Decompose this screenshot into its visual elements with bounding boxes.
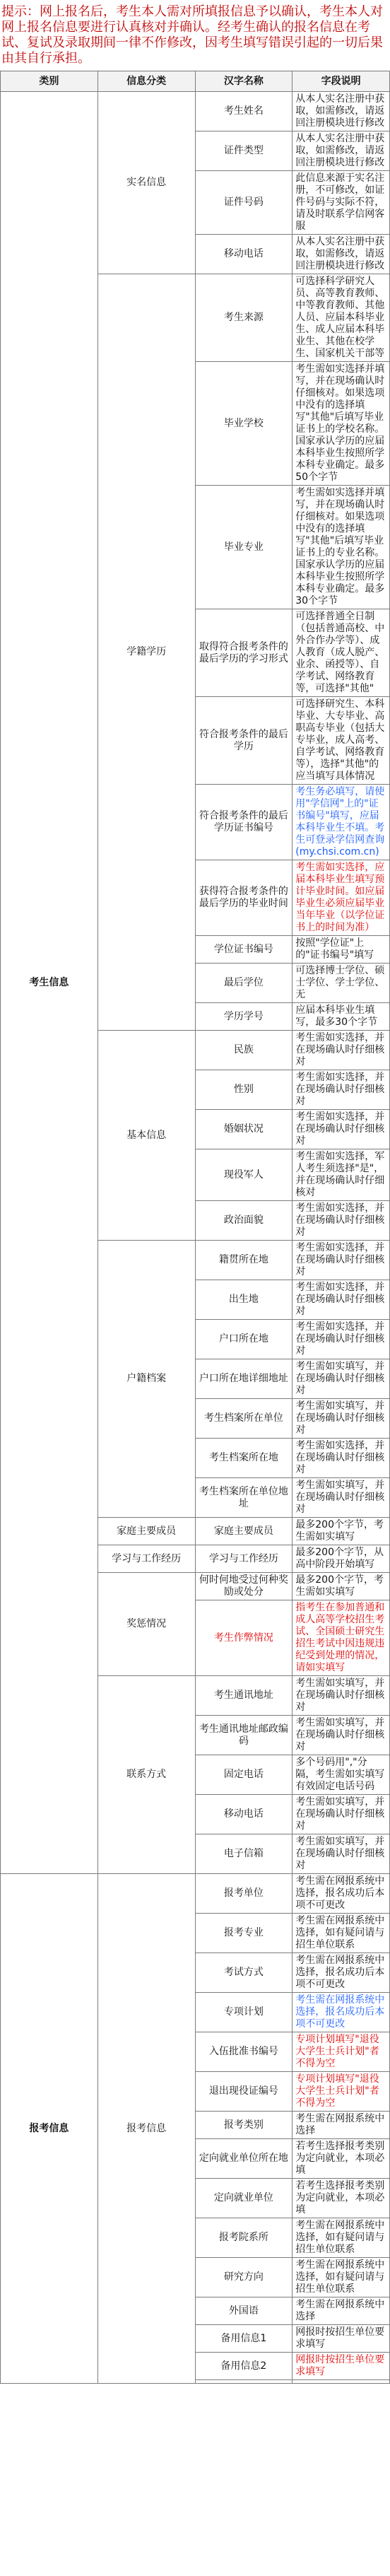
category-application-info: 报考信息 [1,1874,98,2384]
field-name: 考生作弊情况 [195,1600,292,1676]
subcategory-contact: 联系方式 [98,1676,195,1874]
field-desc: 考生需如实填写，并在现场确认时仔细核对 [292,1795,390,1834]
field-desc: 考生需如实选择，并在现场确认时仔细核对 [292,1439,390,1478]
field-desc: 考生需如实选择，应届本科毕业生填写预计毕业时间。如应届毕业生必须应届毕业当年毕业（以学位证书上的时间为准） [292,860,390,936]
field-desc: 最多200个字节，考生需如实填写 [292,1573,390,1600]
field-name [195,2380,292,2384]
field-desc: 此信息来源于实名注册，不可修改，如证件号码与实际不符，请及时联系学信网客服 [292,171,390,235]
field-desc: 考生需如实选择，并在现场确认时仔细核对 [292,1201,390,1241]
subcategory-household-archive: 户籍档案 [98,1241,195,1518]
field-name: 婚姻状况 [195,1110,292,1149]
table-header-row [1,71,390,92]
field-table [0,71,390,2384]
field-name: 毕业专业 [195,486,292,609]
field-desc: 考生需在网报系统中选择，如有疑问请与招生单位联系 [292,2218,390,2258]
field-desc: 指考生在参加普通和成人高等学校招生考试、全国硕士研究生招生考试中因违规违纪受到处理的情况，请如实填写 [292,1600,390,1676]
field-desc: 考生需如实选择，军人考生须选择"是"，并在现场确认时仔细核对 [292,1149,390,1201]
field-name: 定向就业单位所在地 [195,2139,292,2179]
field-desc: 从本人实名注册中获取，如需修改，请返回注册模块进行修改 [292,235,390,274]
field-desc: 考生需如实填写，并在现场确认时仔细核对 [292,1359,390,1399]
table-row [1,1874,390,1914]
subcategory-family: 家庭主要成员 [98,1518,195,1545]
field-name: 考生通讯地址邮政编码 [195,1716,292,1755]
header-field: 汉字名称 [195,71,292,92]
field-name: 户口所在地详细地址 [195,1359,292,1399]
field-name: 符合报考条件的最后学历证书编号 [195,785,292,860]
field-desc: 可选择普通全日制（包括普通高校、中外合作办学等）、成人教育（成人脱产、业余、函授等）、自学考试、网络教育等，可选择"其他" [292,609,390,697]
field-desc: 最多200个字节，从高中阶段开始填写 [292,1545,390,1573]
field-name: 符合报考条件的最后学历 [195,697,292,785]
field-name: 报考专业 [195,1914,292,1953]
header-category: 类别 [1,71,98,92]
field-name: 籍贯所在地 [195,1241,292,1280]
subcategory-academic-record: 学籍学历 [98,274,195,1031]
field-name: 考试方式 [195,1953,292,1993]
field-desc: 若考生选择报考类别为定向就业，本项必填 [292,2179,390,2218]
field-desc: 考生需如实填写，并在现场确认时仔细核对 [292,1399,390,1439]
field-desc: 考生务必填写，请使用"学信网"上的"证书编号"填写，应届本科毕业生不填。考生可登录学信网查询 (my.chsi.com.cn) [292,785,390,860]
field-desc: 若考生选择报考类别为定向就业，本项必填 [292,2139,390,2179]
field-desc [292,2380,390,2384]
field-desc: 专项计划填写"退役大学生士兵计划"者不得为空 [292,2072,390,2112]
field-name: 定向就业单位 [195,2179,292,2218]
field-desc: 考生需如实填写，并在现场确认时仔细核对 [292,1834,390,1874]
field-desc: 考生需在网报系统中选择，如有疑问请与招生单位联系 [292,1914,390,1953]
field-name: 电子信箱 [195,1834,292,1874]
field-desc: 从本人实名注册中获取，如需修改，请返回注册模块进行修改 [292,131,390,171]
field-name: 移动电话 [195,1795,292,1834]
field-desc: 考生需如实填写，并在现场确认时仔细核对 [292,1676,390,1716]
field-name: 考生通讯地址 [195,1676,292,1716]
field-desc: 考生需如实选择，并在现场确认时仔细核对 [292,1070,390,1110]
field-name: 外国语 [195,2297,292,2325]
field-name: 退出现役证编号 [195,2072,292,2112]
field-name: 考生档案所在单位地址 [195,1478,292,1518]
header-subcategory: 信息分类 [98,71,195,92]
field-desc: 考生需如实选择，并在现场确认时仔细核对 [292,1241,390,1280]
field-desc: 应届本科毕业生填写，最多30个字节 [292,1003,390,1031]
field-name: 报考类别 [195,2112,292,2139]
field-desc: 可选择科学研究人员、高等教育教师、中等教育教师、其他人员、应届本科毕业生、成人应届本科毕业生、其他在校学生、国家机关干部等 [292,274,390,362]
field-name: 报考单位 [195,1874,292,1914]
field-desc: 考生需在网报系统中选择，报名成功后本项不可更改 [292,1874,390,1914]
field-desc: 考生需在网报系统中选择 [292,2297,390,2325]
subcategory-basic-info: 基本信息 [98,1031,195,1241]
field-name: 出生地 [195,1280,292,1320]
field-desc: 考生需在网报系统中选择，报名成功后本项不可更改 [292,1993,390,2032]
field-desc: 考生需如实选择，并在现场确认时仔细核对 [292,1031,390,1070]
field-desc: 专项计划填写"退役大学生士兵计划"者不得为空 [292,2032,390,2072]
field-name: 获得符合报考条件的最后学历的毕业时间 [195,860,292,936]
field-name: 考生档案所在地 [195,1439,292,1478]
field-name: 证件类型 [195,131,292,171]
category-candidate-info: 考生信息 [1,92,98,1874]
field-name: 考生来源 [195,274,292,362]
field-desc: 多个号码用","分隔，考生需如实填写有效固定电话号码 [292,1755,390,1795]
field-name: 学历学号 [195,1003,292,1031]
intro-text: 提示：网上报名后，考生本人需对所填报信息予以确认，考生本人对网上报名信息要进行认真核对并确认。经考生确认的报名信息在考试、复试及录取期间一律不作修改，因考生填写错误引起的一切后果由其自行承担。 [1,4,383,66]
field-name: 何时何地受过何种奖励或处分 [195,1573,292,1600]
field-name: 性别 [195,1070,292,1110]
field-desc: 考生需如实填写，并在现场确认时仔细核对 [292,1478,390,1518]
field-name: 备用信息1 [195,2325,292,2353]
field-name: 民族 [195,1031,292,1070]
field-desc: 考生需在网报系统中选择，如有疑问请与招生单位联系 [292,2258,390,2297]
field-name: 备用信息2 [195,2353,292,2380]
field-desc: 考生需如实选择，并在现场确认时仔细核对 [292,1320,390,1359]
field-name: 报考院系所 [195,2218,292,2258]
field-name: 取得符合报考条件的最后学历的学习形式 [195,609,292,697]
field-desc: 网报时按招生单位要求填写 [292,2353,390,2380]
field-name: 研究方向 [195,2258,292,2297]
field-desc: 考生需如实选择并填写，并在现场确认时仔细核对。如果选项中没有的选择填写"其他"后填写毕业证书上的学校名称。国家承认学历的应届本科毕业生按照所学本科专业确定。最多50个字节 [292,362,390,486]
field-desc: 考生需在网报系统中选择 [292,2112,390,2139]
field-name: 学位证书编号 [195,936,292,964]
field-name: 学习与工作经历 [195,1545,292,1573]
field-name: 家庭主要成员 [195,1518,292,1545]
field-desc: 从本人实名注册中获取，如需修改，请返回注册模块进行修改 [292,92,390,131]
field-name: 考生姓名 [195,92,292,131]
field-desc: 考生需在网报系统中选择，报名成功后本项不可更改 [292,1953,390,1993]
field-desc: 考生需如实选择，并在现场确认时仔细核对 [292,1280,390,1320]
field-name: 固定电话 [195,1755,292,1795]
field-desc: 考生需如实填写，并在现场确认时仔细核对 [292,1716,390,1755]
field-desc: 可选择博士学位、硕士学位、学士学位、无 [292,964,390,1003]
field-desc: 考生需如实选择，并在现场确认时仔细核对 [292,1110,390,1149]
field-name: 毕业学校 [195,362,292,486]
subcategory-study-work: 学习与工作经历 [98,1545,195,1573]
field-desc: 网报时按招生单位要求填写 [292,2325,390,2353]
field-name: 户口所在地 [195,1320,292,1359]
intro-note [0,4,390,66]
field-name: 移动电话 [195,235,292,274]
subcategory-real-name: 实名信息 [98,92,195,274]
subcategory-application: 报考信息 [98,1874,195,2384]
field-name: 现役军人 [195,1149,292,1201]
field-name: 最后学位 [195,964,292,1003]
field-name: 入伍批准书编号 [195,2032,292,2072]
header-description: 字段说明 [292,71,390,92]
field-desc: 考生需如实选择并填写，并在现场确认时仔细核对。如果选项中没有的选择填写"其他"后填写毕业证书上的专业名称。国家承认学历的应届本科毕业生按照所学本科专业确定。最多30个字节 [292,486,390,609]
field-name: 政治面貌 [195,1201,292,1241]
field-name: 考生档案所在单位 [195,1399,292,1439]
field-name: 专项计划 [195,1993,292,2032]
table-row [1,92,390,131]
field-desc: 按照"学位证"上的"证书编号"填写 [292,936,390,964]
field-name: 证件号码 [195,171,292,235]
field-desc: 可选择研究生、本科毕业、大专毕业、高职高专毕业（包括大专毕业，成人高考、自学考试、网络教育等），选择"其他"的应当填写具体情况 [292,697,390,785]
subcategory-rewards: 奖惩情况 [98,1573,195,1676]
field-desc: 最多200个字节，考生需如实填写 [292,1518,390,1545]
